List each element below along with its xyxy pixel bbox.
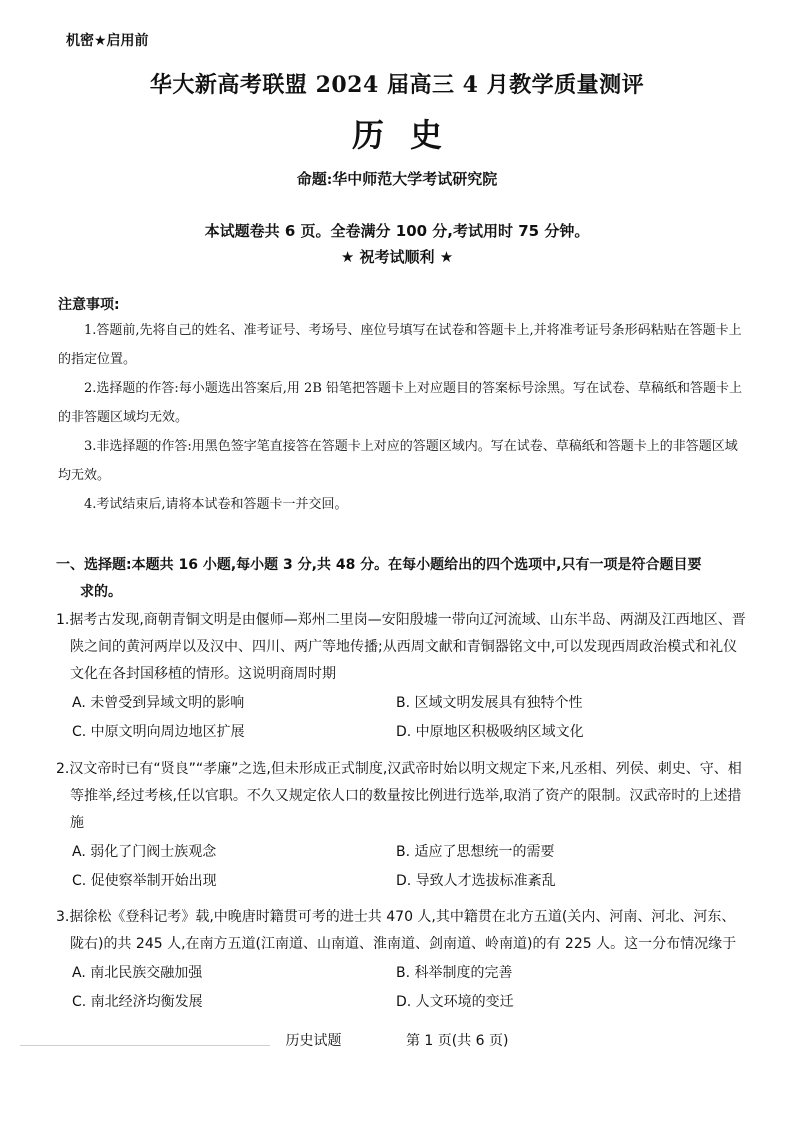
good-luck-line: ★ 祝考试顺利 ★ bbox=[340, 248, 454, 266]
notes-list bbox=[58, 316, 744, 519]
exam-author: 命题:华中师范大学考试研究院 bbox=[296, 170, 498, 188]
question-1-text: 1.据考古发现,商朝青铜文明是由偃师—郑州二里岗—安阳殷墟一带向辽河流域、山东半岛、两湖及江西地区、晋陕之间的黄河两岸以及汉中、四川、两广等地传播;从西周文献和青铜器铭文中,可以发现西周政治模式和礼仪文化在各封国移植的情形。这说明商周时期 bbox=[56, 612, 746, 682]
question-2-text: 2.汉文帝时已有“贤良”“孝廉”之选,但未形成正式制度,汉武帝时始以明文规定下来,凡丞相、列侯、刺史、守、相等推举,经过考核,任以官职。不久又规定依人口的数量按比例进行选举,取消了资产的限制。汉武帝时的上述措施 bbox=[56, 761, 742, 831]
question-3-option-a: A. 南北民族交融加强 bbox=[72, 965, 203, 981]
question-1-option-a: A. 未曾受到异域文明的影响 bbox=[72, 695, 245, 711]
question-2-option-c: C. 促使察举制开始出现 bbox=[72, 873, 217, 889]
question-1-option-b: B. 区域文明发展具有独特个性 bbox=[396, 695, 583, 711]
question-1-option-d: D. 中原地区积极吸纳区域文化 bbox=[396, 724, 584, 740]
question-2-option-b: B. 适应了思想统一的需要 bbox=[396, 844, 555, 860]
note-item-3: 3.非选择题的作答:用黑色签字笔直接答在答题卡上对应的答题区域内。写在试卷、草稿纸和答题卡上的非答题区域均无效。 bbox=[58, 439, 738, 483]
question-2 bbox=[56, 756, 746, 895]
question-3-text: 3.据徐松《登科记考》载,中晚唐时籍贯可考的进士共 470 人,其中籍贯在北方五道(关内、河南、河北、河东、陇右)的共 245 人,在南方五道(江南道、山南道、淮南道、剑南道、岭南道)的有 225 人。这一分布情况缘于 bbox=[56, 909, 737, 952]
section-heading-line2: 求的。 bbox=[80, 584, 122, 600]
note-item-4: 4.考试结束后,请将本试卷和答题卡一并交回。 bbox=[84, 497, 348, 512]
question-2-option-a: A. 弱化了门阀士族观念 bbox=[72, 844, 217, 860]
section-heading-line1: 一、选择题:本题共 16 小题,每小题 3 分,共 48 分。在每小题给出的四个选项中,只有一项是符合题目要 bbox=[56, 557, 702, 573]
confidential-label: 机密★启用前 bbox=[66, 33, 149, 49]
exam-title: 华大新高考联盟 2024 届高三 4 月教学质量测评 bbox=[149, 72, 645, 98]
note-item-2: 2.选择题的作答:每小题选出答案后,用 2B 铅笔把答题卡上对应题目的答案标号涂黑。写在试卷、草稿纸和答题卡上的非答题区域均无效。 bbox=[58, 381, 743, 425]
exam-info: 本试题卷共 6 页。全卷满分 100 分,考试用时 75 分钟。 bbox=[204, 222, 590, 240]
question-2-option-d: D. 导致人才选拔标准紊乱 bbox=[396, 873, 556, 889]
question-3-option-b: B. 科举制度的完善 bbox=[396, 965, 513, 981]
section-heading bbox=[56, 552, 746, 606]
question-3-option-c: C. 南北经济均衡发展 bbox=[72, 994, 203, 1010]
notes-title: 注意事项: bbox=[58, 297, 120, 313]
footer-page-number: 第 1 页(共 6 页) bbox=[405, 1033, 509, 1049]
question-3 bbox=[56, 904, 746, 1016]
subject-title: 历史 bbox=[351, 116, 468, 154]
note-item-1: 1.答题前,先将自己的姓名、准考证号、考场号、座位号填写在试卷和答题卡上,并将准考证号条形码粘贴在答题卡上的指定位置。 bbox=[58, 323, 742, 367]
question-1 bbox=[56, 607, 746, 746]
question-3-option-d: D. 人文环境的变迁 bbox=[396, 994, 514, 1010]
page-footer bbox=[0, 1030, 794, 1050]
question-1-option-c: C. 中原文明向周边地区扩展 bbox=[72, 724, 245, 740]
footer-subject: 历史试题 bbox=[285, 1033, 342, 1049]
